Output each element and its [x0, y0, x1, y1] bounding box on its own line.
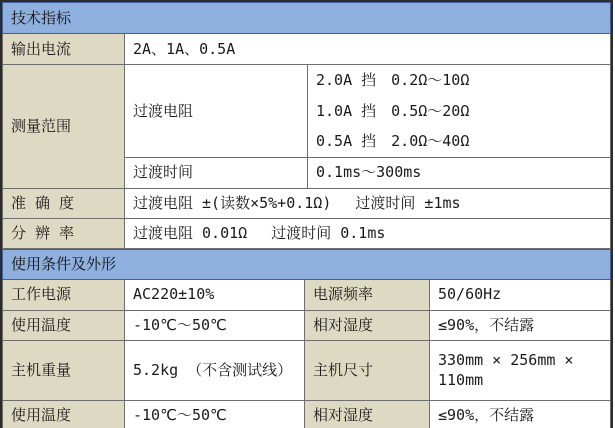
power-supply-label: 工作电源: [3, 279, 125, 310]
power-supply-value: AC220±10%: [125, 279, 305, 310]
range-line-2a: 2.0A 挡 0.2Ω～10Ω: [316, 71, 470, 89]
host-weight-value: 5.2kg （不含测试线）: [125, 340, 305, 400]
operating-temperature-value: -10℃～50℃: [125, 310, 305, 340]
operating-temperature-label: 使用温度: [3, 310, 125, 340]
table-row-temperature-1: [3, 310, 611, 340]
technical-indicators-table: [2, 2, 611, 249]
table-row-temperature-2: [3, 400, 611, 428]
relative-humidity-value: ≤90%，不结露: [430, 310, 611, 340]
transition-time-value: 0.1ms～300ms: [308, 157, 611, 188]
transition-resistance-label: 过渡电阻: [125, 65, 308, 158]
accuracy-label: 准 确 度: [3, 188, 125, 218]
table-row-measure-range-resistance: [3, 65, 611, 158]
power-frequency-value: 50/60Hz: [430, 279, 611, 310]
relative-humidity-label: 相对湿度: [305, 310, 430, 340]
output-current-label: 输出电流: [3, 34, 125, 65]
relative-humidity-value-2: ≤90%，不结露: [430, 400, 611, 428]
table-row-output-current: [3, 34, 611, 65]
host-size-label: 主机尺寸: [305, 340, 430, 400]
operating-temperature-label-2: 使用温度: [3, 400, 125, 428]
range-line-05a: 0.5A 挡 2.0Ω～40Ω: [316, 132, 470, 150]
table-row-resolution: [3, 218, 611, 248]
operating-temperature-value-2: -10℃～50℃: [125, 400, 305, 428]
section-header-row-technical: [3, 3, 611, 34]
resolution-value: 过渡电阻 0.01Ω 过渡时间 0.1ms: [125, 218, 611, 248]
accuracy-value: 过渡电阻 ±(读数×5%+0.1Ω) 过渡时间 ±1ms: [125, 188, 611, 218]
table-row-power: [3, 279, 611, 310]
resolution-label: 分 辨 率: [3, 218, 125, 248]
section-header-row-usage: [3, 249, 611, 279]
measure-range-label: 测量范围: [3, 65, 125, 189]
section-title-usage: 使用条件及外形: [3, 249, 611, 279]
output-current-value: 2A、1A、0.5A: [125, 34, 611, 65]
power-frequency-label: 电源频率: [305, 279, 430, 310]
host-size-value: 330mm × 256mm × 110mm: [430, 340, 611, 400]
table-row-accuracy: [3, 188, 611, 218]
range-line-1a: 1.0A 挡 0.5Ω～20Ω: [316, 101, 470, 120]
transition-time-label: 过渡时间: [125, 157, 308, 188]
relative-humidity-label-2: 相对湿度: [305, 400, 430, 428]
transition-resistance-ranges: [308, 65, 611, 158]
host-weight-label: 主机重量: [3, 340, 125, 400]
table-row-weight-size: [3, 340, 611, 400]
section-title-technical: 技术指标: [3, 3, 611, 34]
usage-conditions-table: [2, 249, 611, 428]
